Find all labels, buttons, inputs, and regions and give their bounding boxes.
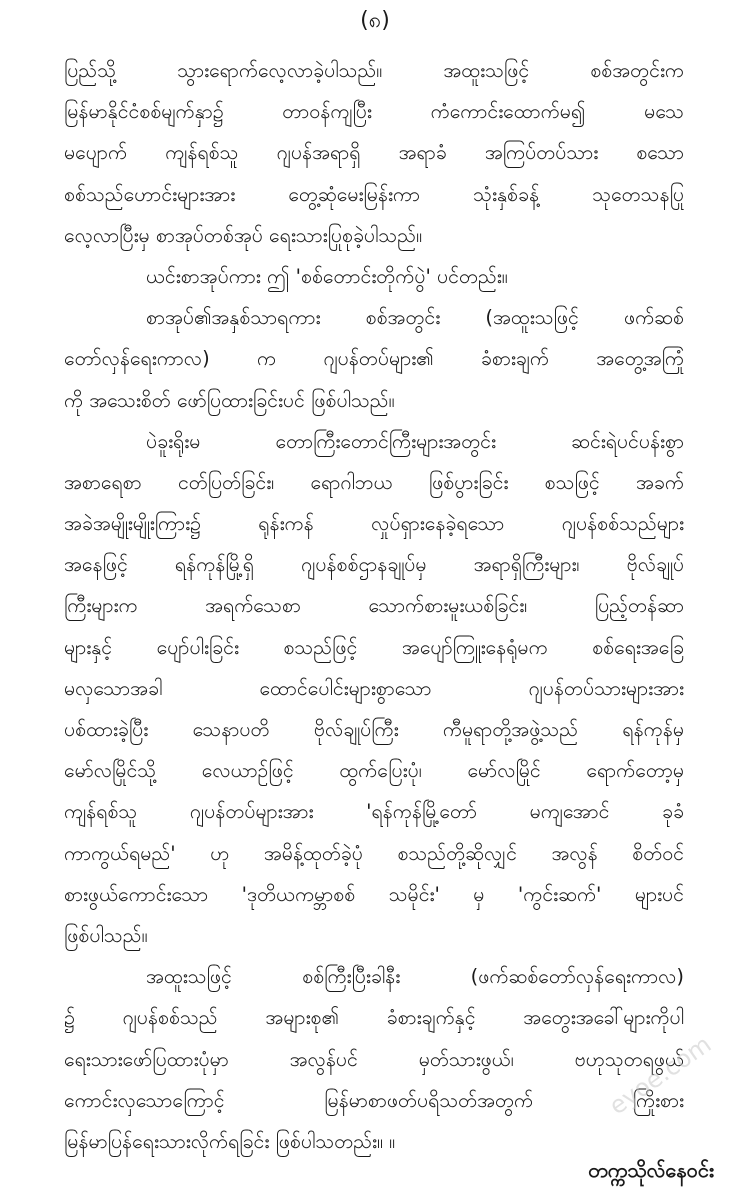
- text-line: မလှသောအခါ ထောင်ပေါင်းများစွာသော ဂျပန်တပ်သားများအား: [64, 676, 684, 700]
- text-line: စားဖွယ်ကောင်းသော 'ဒုတိယကမ္ဘာစစ် သမိုင်း' မှ 'ကွင်းဆက်' များပင်: [64, 882, 684, 906]
- text-line: ရေးသားဖော်ပြထားပုံမှာ အလွန်ပင် မှတ်သားဖွယ်၊ ဗဟုသုတရဖွယ်: [64, 1047, 684, 1071]
- text-line: မော်လမြိုင်သို့ လေယာဉ်ဖြင့် ထွက်ပြေးပုံ၊ မော်လမြိုင် ရောက်တော့မှ: [64, 759, 684, 783]
- text-line: များနှင့် ပျော်ပါးခြင်း စသည်ဖြင့် အပျော်ကြူးနေရုံမက စစ်ရေးအခြေ: [64, 635, 684, 659]
- text-line: အခဲအမျိုးမျိုးကြား၌ ရုန်းကန် လှုပ်ရှားနေခဲ့ရသော ဂျပန်စစ်သည်များ: [64, 512, 684, 536]
- text-line: ပဲခူးရိုးမ တောကြီးတောင်ကြီးများအတွင်း ဆင်းရဲပင်ပန်းစွာ: [146, 429, 684, 453]
- text-line: အထူးသဖြင့် စစ်ကြီးပြီးခါနီး (ဖက်ဆစ်တော်လှန်ရေးကာလ): [146, 965, 684, 989]
- text-line: ကျန်ရစ်သူ ဂျပန်တပ်များအား 'ရန်ကုန်မြို့တော် မကျအောင် ခုခံ: [64, 800, 684, 824]
- text-line: မြန်မာနိုင်ငံစစ်မျက်နှာ၌ တာဝန်ကျပြီး ကံကောင်းထောက်မ၍ မသေ: [64, 100, 684, 124]
- text-line: အစာရေစာ ငတ်ပြတ်ခြင်း၊ ရောဂါဘယ ဖြစ်ပွားခြင်း စသဖြင့် အခက်: [64, 470, 684, 494]
- text-line: မပျောက် ကျန်ရစ်သူ ဂျပန်အရာရှိ အရာခံ အကြပ်တပ်သား စသော: [64, 141, 684, 165]
- text-line: တော်လှန်ရေးကာလ) က ဂျပန်တပ်များ၏ ခံစားချက် အတွေ့အကြုံ: [64, 347, 684, 371]
- text-line: ကောင်းလှသောကြောင့် မြန်မာစာဖတ်ပရိသတ်အတွက် ကြိုးစား: [64, 1088, 684, 1112]
- text-line: စစ်သည်ဟောင်းများအား တွေ့ဆုံမေးမြန်းကာ သုံးနှစ်ခန့် သုတေသနပြု: [64, 182, 684, 206]
- text-line: ယင်းစာအုပ်ကား ဤ 'စစ်တောင်းတိုက်ပွဲ' ပင်တည်း။: [146, 264, 508, 288]
- text-line: ဖြစ်ပါသည်။: [64, 923, 148, 947]
- text-line: ကာကွယ်ရမည်' ဟု အမိန့်ထုတ်ခဲ့ပုံ စသည်တို့ဆိုလျှင် အလွန် စိတ်ဝင်: [64, 841, 684, 865]
- text-line: ပြည်သို့ သွားရောက်လေ့လာခဲ့ပါသည်။ အထူးသဖြင့် စစ်အတွင်းက: [64, 59, 684, 82]
- text-line: မြန်မာပြန်ရေးသားလိုက်ရခြင်း ဖြစ်ပါသတည်း။ ။: [64, 1129, 396, 1153]
- text-line: ကြီးများက အရက်သေစာ သောက်စားမူးယစ်ခြင်း၊ ပြည့်တန်ဆာ: [64, 594, 684, 618]
- author-signature: တက္ကသိုလ်နေဝင်း: [588, 1158, 714, 1182]
- text-line: ၌ ဂျပန်စစ်သည် အများစု၏ ခံစားချက်နှင့် အတွေးအခေါ်များကိုပါ: [64, 1006, 684, 1030]
- watermark: eyoe.com: [603, 1030, 716, 1121]
- text-line: ပစ်ထားခဲ့ပြီး သေနာပတိ ဗိုလ်ချုပ်ကြီး ကီမူရာတို့အဖွဲ့သည် ရန်ကုန်မှ: [64, 718, 684, 741]
- text-line: ကို အသေးစိတ် ဖော်ပြထားခြင်းပင် ဖြစ်ပါသည်။: [64, 388, 395, 412]
- text-line: လေ့လာပြီးမှ စာအုပ်တစ်အုပ် ရေးသားပြုစုခဲ့ပါသည်။: [64, 223, 423, 247]
- page-number: (၈): [360, 8, 390, 33]
- body-text: [64, 50, 684, 1162]
- text-line: စာအုပ်၏အနှစ်သာရကား စစ်အတွင်း (အထူးသဖြင့် ဖက်ဆစ်: [146, 306, 684, 330]
- text-line: အနေဖြင့် ရန်ကုန်မြို့ရှိ ဂျပန်စစ်ဌာနချုပ်မှ အရာရှိကြီးများ၊ ဗိုလ်ချုပ်: [64, 553, 684, 577]
